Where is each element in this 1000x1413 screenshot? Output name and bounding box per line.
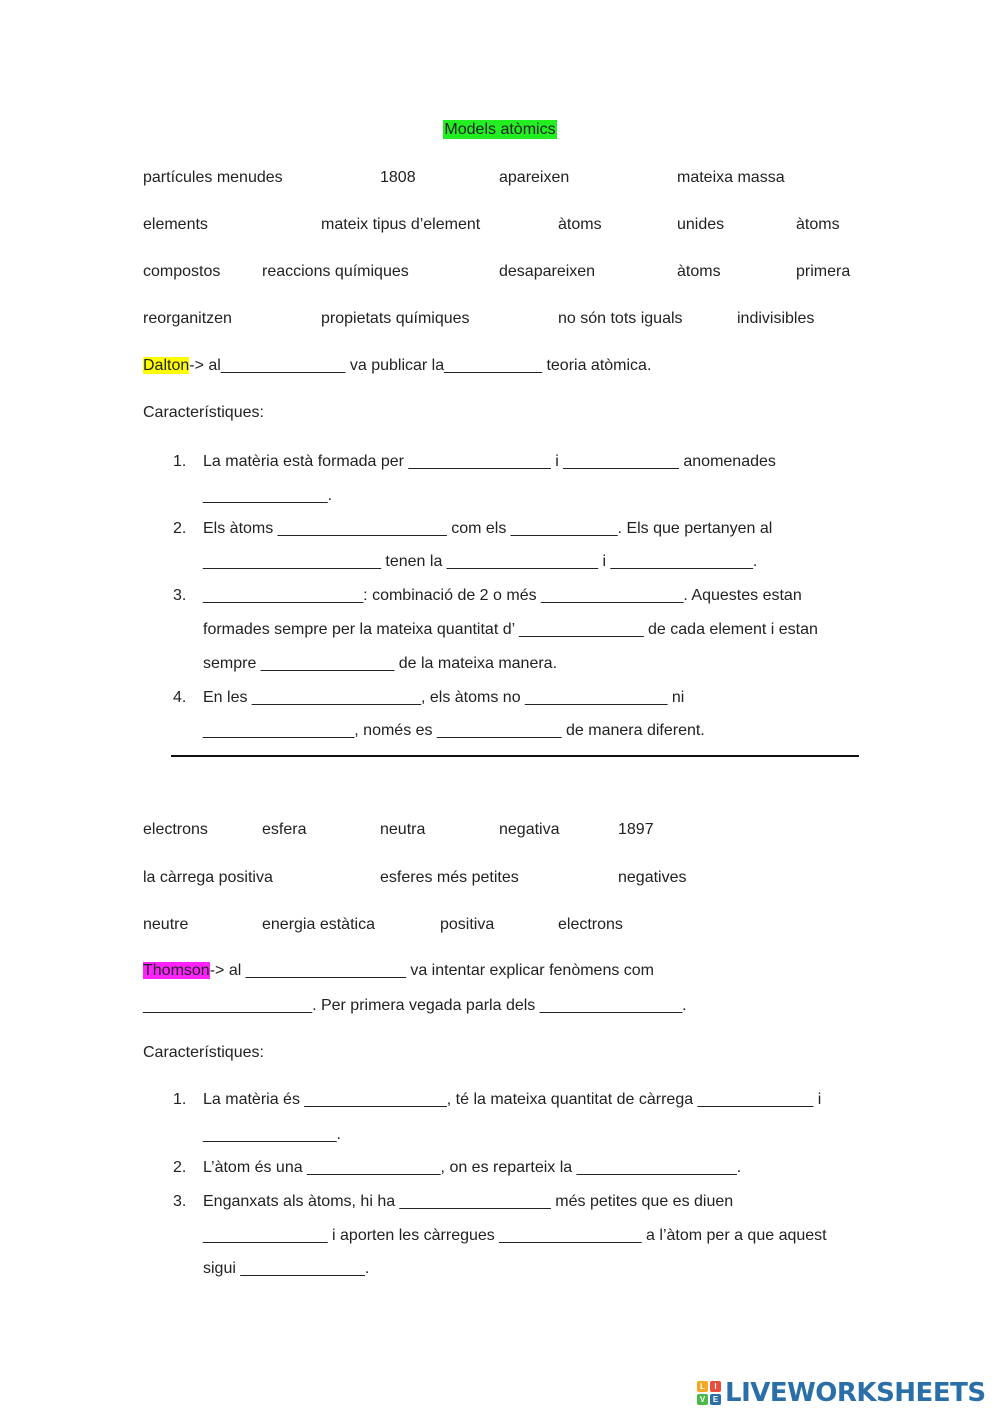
word-bank-item: elements: [143, 216, 208, 233]
fill-line[interactable]: _______________.: [203, 1126, 341, 1143]
fill-line[interactable]: ____________________ tenen la _________________ i ________________.: [203, 553, 758, 570]
word-bank-item: neutra: [380, 821, 426, 838]
fill-line[interactable]: ______________.: [203, 487, 333, 504]
word-bank-item: àtoms: [558, 216, 602, 233]
thomson-name: Thomson: [143, 962, 210, 979]
item-number: 1.: [173, 453, 187, 470]
item-number: 2.: [173, 520, 187, 537]
word-bank-item: àtoms: [677, 263, 721, 280]
thomson-characteristics-label: Característiques:: [143, 1044, 264, 1061]
logo-tile: V: [697, 1394, 708, 1405]
dalton-intro: [143, 356, 651, 376]
word-bank-item: mateix tipus d’element: [321, 216, 481, 233]
word-bank-item: partícules menudes: [143, 169, 283, 186]
thomson-intro-line2[interactable]: ___________________. Per primera vegada parla dels ________________.: [143, 997, 687, 1014]
word-bank-item: 1808: [380, 169, 416, 186]
word-bank-item: unides: [677, 216, 725, 233]
word-bank-item: negativa: [499, 821, 560, 838]
word-bank-item: negatives: [618, 869, 687, 886]
fill-line[interactable]: formades sempre per la mateixa quantitat d’ ______________ de cada element i estan: [203, 621, 818, 638]
item-number: 1.: [173, 1091, 187, 1108]
word-bank-item: energia estàtica: [262, 916, 375, 933]
logo-tile: E: [710, 1394, 721, 1405]
word-bank-item: compostos: [143, 263, 221, 280]
section-divider: [171, 755, 859, 757]
dalton-characteristics-label: Característiques:: [143, 404, 264, 421]
word-bank-item: primera: [796, 263, 851, 280]
fill-line[interactable]: L’àtom és una _______________, on es reparteix la __________________.: [203, 1159, 742, 1176]
word-bank-item: positiva: [440, 916, 495, 933]
word-bank-item: àtoms: [796, 216, 840, 233]
fill-line[interactable]: Els àtoms ___________________ com els ____________. Els que pertanyen al: [203, 520, 773, 537]
fill-line[interactable]: La matèria està formada per ________________ i _____________ anomenades: [203, 453, 776, 470]
fill-line[interactable]: ______________ i aporten les càrregues ________________ a l’àtom per a que aquest: [203, 1227, 827, 1244]
fill-line[interactable]: En les ___________________, els àtoms no ________________ ni: [203, 689, 685, 706]
word-bank-item: indivisibles: [737, 310, 815, 327]
liveworksheets-logo-icon: [697, 1381, 721, 1405]
word-bank-item: 1897: [618, 821, 654, 838]
fill-line[interactable]: La matèria és ________________, té la mateixa quantitat de càrrega _____________ i: [203, 1091, 822, 1108]
thomson-intro-text[interactable]: -> al __________________ va intentar explicar fenòmens com: [209, 962, 655, 979]
fill-line[interactable]: sempre _______________ de la mateixa manera.: [203, 655, 558, 672]
word-bank-item: reaccions químiques: [262, 263, 409, 280]
item-number: 3.: [173, 587, 187, 604]
item-number: 4.: [173, 689, 187, 706]
word-bank-item: no són tots iguals: [558, 310, 683, 327]
word-bank-item: apareixen: [499, 169, 570, 186]
logo-tile: I: [710, 1381, 721, 1392]
logo-tile: L: [697, 1381, 708, 1392]
worksheet-title: Models atòmics: [444, 121, 556, 138]
word-bank-item: electrons: [143, 821, 208, 838]
word-bank-item: reorganitzen: [143, 310, 232, 327]
word-bank-item: neutre: [143, 916, 189, 933]
fill-line[interactable]: Enganxats als àtoms, hi ha _________________ més petites que es diuen: [203, 1193, 734, 1210]
item-number: 3.: [173, 1193, 187, 1210]
logo-text: LIVEWORKSHEETS: [725, 1378, 986, 1408]
dalton-intro-text[interactable]: -> al______________ va publicar la___________ teoria atòmica.: [189, 357, 652, 374]
thomson-intro: [143, 961, 654, 981]
fill-line[interactable]: sigui ______________.: [203, 1260, 370, 1277]
dalton-name: Dalton: [143, 357, 190, 374]
word-bank-item: esferes més petites: [380, 869, 519, 886]
word-bank-item: mateixa massa: [677, 169, 785, 186]
word-bank-item: desapareixen: [499, 263, 596, 280]
liveworksheets-logo: [697, 1378, 986, 1408]
item-number: 2.: [173, 1159, 187, 1176]
word-bank-item: propietats químiques: [321, 310, 470, 327]
fill-line[interactable]: __________________: combinació de 2 o més ________________. Aquestes estan: [203, 587, 802, 604]
word-bank-item: la càrrega positiva: [143, 869, 273, 886]
word-bank-item: electrons: [558, 916, 623, 933]
fill-line[interactable]: _________________, només es ______________ de manera diferent.: [203, 722, 705, 739]
word-bank-item: esfera: [262, 821, 307, 838]
